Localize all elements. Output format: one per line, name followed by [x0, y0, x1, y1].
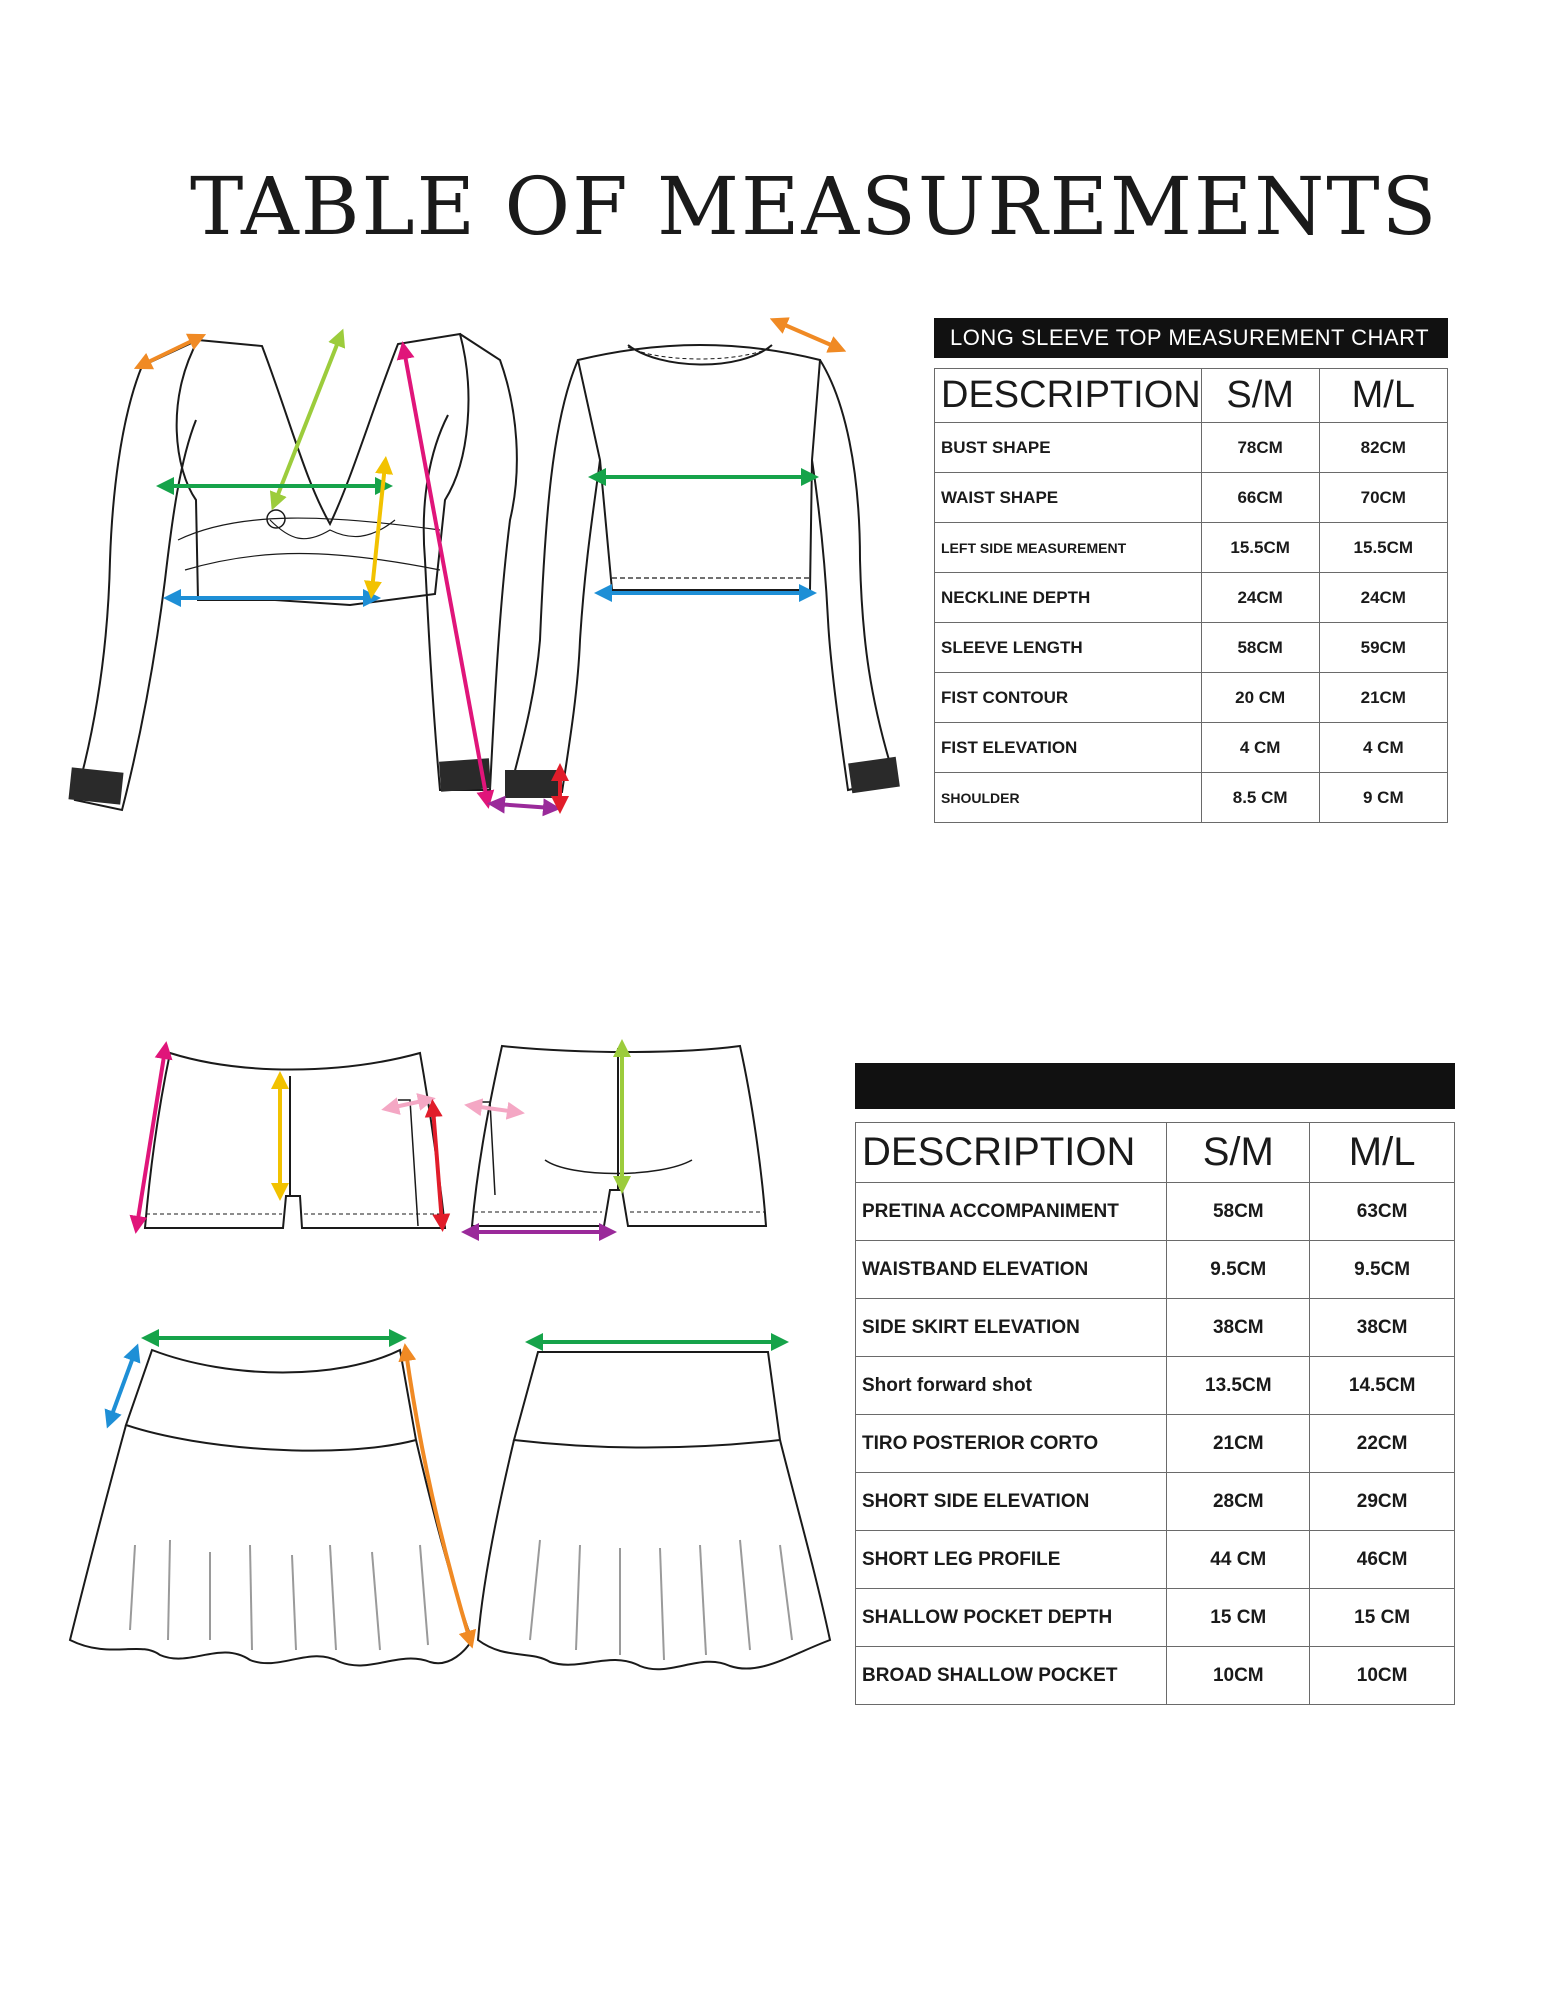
row-description: BUST SHAPE: [935, 423, 1202, 473]
row-sm-value: 9.5CM: [1167, 1241, 1310, 1299]
skirt-back-sketch: [478, 1352, 830, 1669]
table-row: [856, 1241, 1455, 1299]
row-sm-value: 15.5CM: [1201, 523, 1319, 573]
table-row: [935, 523, 1448, 573]
row-ml-value: 9 CM: [1319, 773, 1447, 823]
column-header-ml: M/L: [1319, 369, 1447, 423]
row-description: SHALLOW POCKET DEPTH: [856, 1589, 1167, 1647]
row-ml-value: 4 CM: [1319, 723, 1447, 773]
row-description: PRETINA ACCOMPANIMENT: [856, 1183, 1167, 1241]
row-sm-value: 13.5CM: [1167, 1357, 1310, 1415]
top-front-sketch: [75, 334, 517, 810]
column-header-sm: S/M: [1201, 369, 1319, 423]
table-row: [856, 1299, 1455, 1357]
table-header-row: [856, 1123, 1455, 1183]
row-description: WAIST SHAPE: [935, 473, 1202, 523]
row-ml-value: 14.5CM: [1310, 1357, 1455, 1415]
table-row: [856, 1647, 1455, 1705]
top-chart-heading-text: LONG SLEEVE TOP MEASUREMENT CHART: [950, 325, 1430, 350]
row-sm-value: 58CM: [1167, 1183, 1310, 1241]
row-ml-value: 38CM: [1310, 1299, 1455, 1357]
table-row: [935, 573, 1448, 623]
row-ml-value: 29CM: [1310, 1473, 1455, 1531]
page-title: TABLE OF MEASUREMENTS: [190, 160, 1439, 253]
column-header-ml: M/L: [1310, 1123, 1455, 1183]
row-ml-value: 63CM: [1310, 1183, 1455, 1241]
row-description: SLEEVE LENGTH: [935, 623, 1202, 673]
bottom-chart-heading: [855, 1063, 1455, 1109]
row-description: NECKLINE DEPTH: [935, 573, 1202, 623]
row-sm-value: 15 CM: [1167, 1589, 1310, 1647]
row-description: FIST CONTOUR: [935, 673, 1202, 723]
top-back-sketch: [510, 345, 895, 792]
column-header-description: DESCRIPTION: [935, 369, 1202, 423]
table-row: [935, 673, 1448, 723]
row-sm-value: 58CM: [1201, 623, 1319, 673]
row-ml-value: 46CM: [1310, 1531, 1455, 1589]
table-row: [856, 1357, 1455, 1415]
row-description: SHORT SIDE ELEVATION: [856, 1473, 1167, 1531]
row-sm-value: 28CM: [1167, 1473, 1310, 1531]
row-sm-value: 44 CM: [1167, 1531, 1310, 1589]
row-description: SIDE SKIRT ELEVATION: [856, 1299, 1167, 1357]
table-header-row: [935, 369, 1448, 423]
table-row: [856, 1473, 1455, 1531]
row-ml-value: 21CM: [1319, 673, 1447, 723]
table-row: [856, 1589, 1455, 1647]
row-description: FIST ELEVATION: [935, 723, 1202, 773]
row-ml-value: 24CM: [1319, 573, 1447, 623]
row-ml-value: 22CM: [1310, 1415, 1455, 1473]
row-description: Short forward shot: [856, 1357, 1167, 1415]
row-sm-value: 10CM: [1167, 1647, 1310, 1705]
row-description: SHORT LEG PROFILE: [856, 1531, 1167, 1589]
row-sm-value: 20 CM: [1201, 673, 1319, 723]
row-ml-value: 15.5CM: [1319, 523, 1447, 573]
row-description: WAISTBAND ELEVATION: [856, 1241, 1167, 1299]
row-ml-value: 70CM: [1319, 473, 1447, 523]
row-sm-value: 66CM: [1201, 473, 1319, 523]
table-row: [935, 723, 1448, 773]
table-row: [856, 1183, 1455, 1241]
top-chart-heading: [934, 318, 1448, 358]
row-sm-value: 4 CM: [1201, 723, 1319, 773]
shorts-front-sketch: [145, 1053, 445, 1228]
row-sm-value: 8.5 CM: [1201, 773, 1319, 823]
row-description: TIRO POSTERIOR CORTO: [856, 1415, 1167, 1473]
table-row: [856, 1531, 1455, 1589]
table-row: [935, 623, 1448, 673]
table-row: [935, 773, 1448, 823]
row-description: LEFT SIDE MEASUREMENT: [935, 523, 1202, 573]
row-ml-value: 10CM: [1310, 1647, 1455, 1705]
row-ml-value: 9.5CM: [1310, 1241, 1455, 1299]
column-header-description: DESCRIPTION: [856, 1123, 1167, 1183]
row-ml-value: 82CM: [1319, 423, 1447, 473]
row-description: SHOULDER: [935, 773, 1202, 823]
row-description: BROAD SHALLOW POCKET: [856, 1647, 1167, 1705]
table-row: [935, 473, 1448, 523]
row-ml-value: 15 CM: [1310, 1589, 1455, 1647]
column-header-sm: S/M: [1167, 1123, 1310, 1183]
shorts-back-sketch: [472, 1046, 766, 1226]
table-row: [935, 423, 1448, 473]
row-ml-value: 59CM: [1319, 623, 1447, 673]
table-row: [856, 1415, 1455, 1473]
row-sm-value: 78CM: [1201, 423, 1319, 473]
top-measurement-table: [934, 368, 1448, 823]
bottom-measurement-table: [855, 1122, 1455, 1705]
row-sm-value: 21CM: [1167, 1415, 1310, 1473]
row-sm-value: 24CM: [1201, 573, 1319, 623]
row-sm-value: 38CM: [1167, 1299, 1310, 1357]
